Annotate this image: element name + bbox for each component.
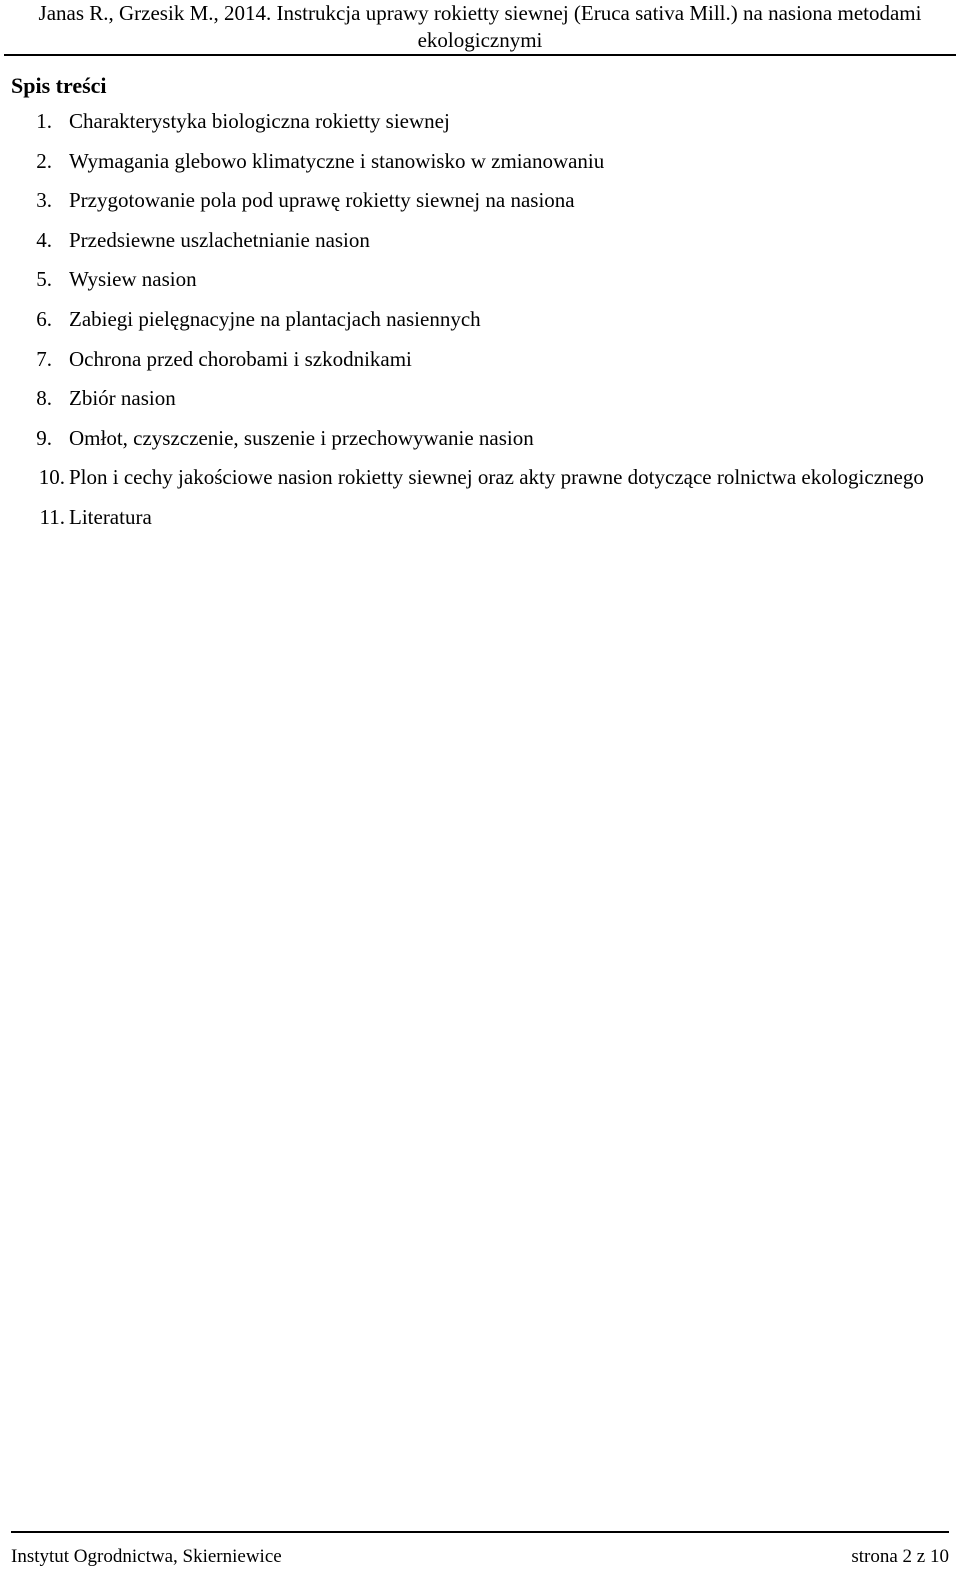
running-footer xyxy=(11,1531,949,1569)
toc-item-3 xyxy=(0,187,960,214)
toc-item-title: Ochrona przed chorobami i szkodnikami xyxy=(69,346,412,371)
toc-item-title: Plon i cechy jakościowe nasion rokietty siewnej oraz akty prawne dotyczące rolnictwa ekologicznego xyxy=(69,465,924,490)
table-of-contents xyxy=(0,108,960,544)
toc-item-title: Wysiew nasion xyxy=(69,267,197,292)
toc-item-4 xyxy=(0,227,960,254)
toc-item-title: Omłot, czyszczenie, suszenie i przechowywanie nasion xyxy=(69,425,534,450)
toc-item-1 xyxy=(0,108,960,135)
toc-item-title: Wymagania glebowo klimatyczne i stanowisko w zmianowaniu xyxy=(69,148,605,173)
toc-item-title: Charakterystyka biologiczna rokietty siewnej xyxy=(69,109,450,133)
toc-item-title: Zabiegi pielęgnacyjne na plantacjach nasiennych xyxy=(69,306,481,331)
page-number: strona 2 z 10 xyxy=(851,1546,949,1567)
toc-item-number: 11. xyxy=(39,504,65,529)
toc-item-number: 6. xyxy=(36,306,52,331)
toc-item-number: 1. xyxy=(36,109,52,133)
toc-item-9 xyxy=(0,425,960,452)
running-header xyxy=(4,0,956,56)
toc-item-title: Literatura xyxy=(69,504,152,529)
toc-item-10 xyxy=(0,464,960,491)
toc-item-8 xyxy=(0,385,960,412)
toc-item-number: 10. xyxy=(38,465,65,490)
toc-item-title: Zbiór nasion xyxy=(69,386,176,411)
toc-item-number: 3. xyxy=(36,188,52,213)
toc-item-2 xyxy=(0,148,960,175)
toc-item-number: 2. xyxy=(36,148,52,173)
toc-item-11 xyxy=(0,504,960,531)
toc-item-title: Przedsiewne uszlachetnianie nasion xyxy=(69,227,370,252)
toc-item-number: 9. xyxy=(36,425,52,450)
toc-item-number: 5. xyxy=(36,267,52,292)
header-citation: Janas R., Grzesik M., 2014. Instrukcja uprawy rokietty siewnej (Eruca sativa Mill.) na nasiona metodami xyxy=(38,1,922,25)
toc-item-5 xyxy=(0,266,960,293)
toc-item-number: 4. xyxy=(36,227,52,252)
toc-item-number: 7. xyxy=(36,346,52,371)
toc-item-6 xyxy=(0,306,960,333)
toc-item-7 xyxy=(0,346,960,373)
header-citation-continued: ekologicznymi xyxy=(417,28,543,52)
toc-item-title: Przygotowanie pola pod uprawę rokietty siewnej na nasiona xyxy=(69,188,575,213)
toc-heading: Spis treści xyxy=(11,73,107,98)
toc-item-number: 8. xyxy=(36,386,52,411)
footer-institution: Instytut Ogrodnictwa, Skierniewice xyxy=(11,1546,282,1567)
